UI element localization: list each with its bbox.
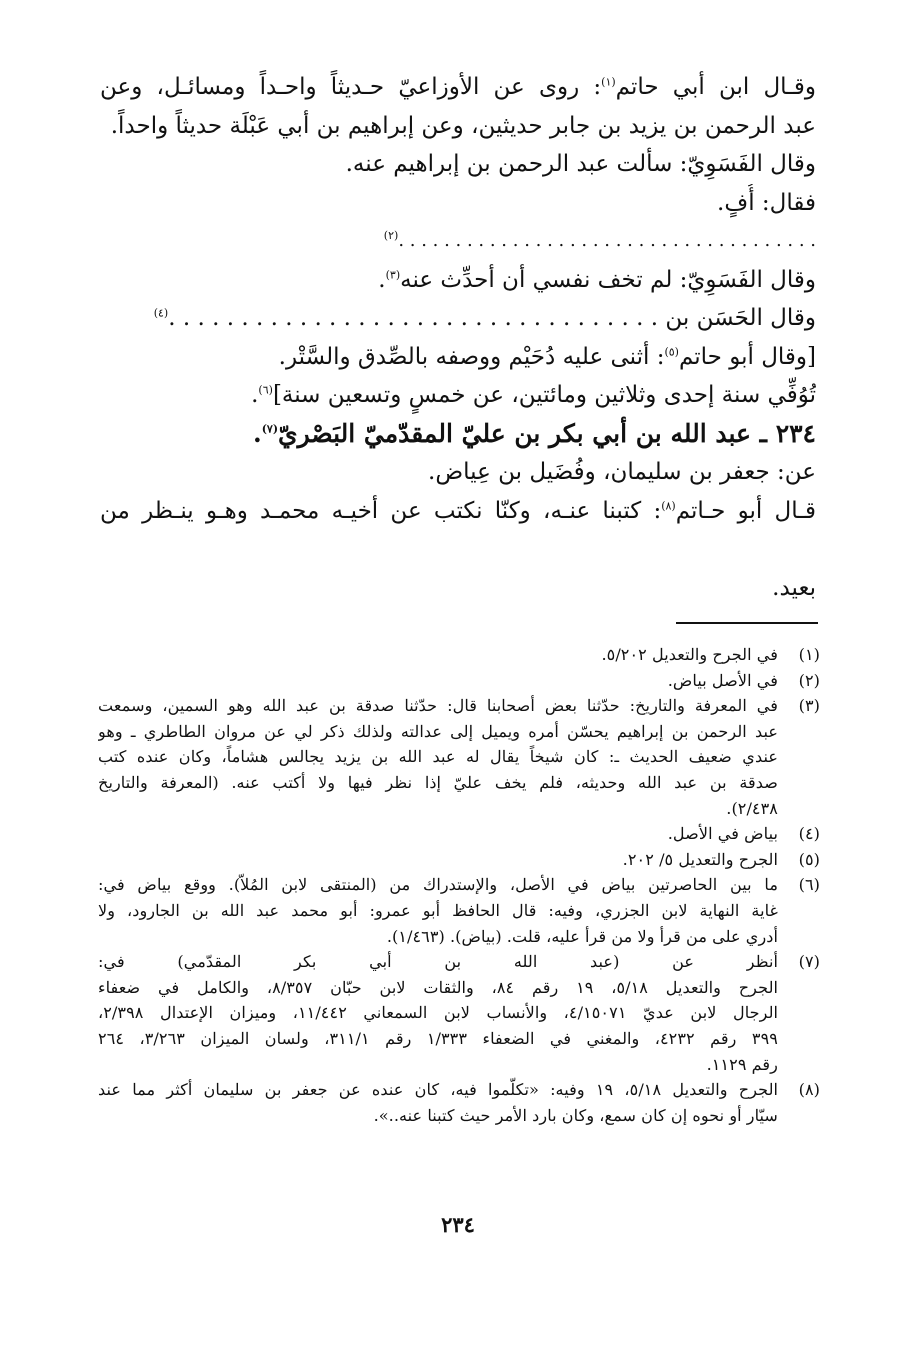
main-text (100, 68, 816, 607)
text-line (100, 107, 816, 146)
footnote (98, 847, 820, 873)
footnote-marker: (٥) (664, 344, 679, 358)
page-number: ٢٣٤ (441, 1212, 475, 1237)
footnote-line: سيّار أو نحوه إن كان سمع، وكان بارد الأمر حيث كتبنا عنه..». (373, 1105, 778, 1125)
footnote-body (98, 847, 778, 873)
footnote-line: الجرح والتعديل ٥/ ٢٠٢. (622, 849, 778, 869)
footnote-line: بياض في الأصل. (667, 824, 778, 844)
line-text: وقال الحَسَن بن . . . . . . . . . . . . . . . . . . . . . . . . . . . . . . . . . . (168, 305, 816, 331)
footnote (98, 872, 820, 949)
footnote-marker: (٧) (261, 422, 279, 436)
line-text-continued: . (251, 382, 259, 408)
footnote-number: (٢) (798, 670, 820, 690)
footnote-body (98, 821, 778, 847)
footnote-line: ما بين الحاصرتين بياض في الأصل، والإستدراك من (المنتقى لابن المُلاّ). ووقع بياض في: (98, 875, 778, 895)
footnote-marker: (٤) (153, 306, 169, 320)
line-text: وقال الفَسَوِيّ: لم تخف نفسي أن أحدِّث عنه (400, 266, 816, 293)
footnote (98, 642, 820, 668)
text-line (100, 530, 816, 569)
footnote-marker: (١) (601, 75, 616, 89)
line-text: تُوُفِّي سنة إحدى وثلاثين ومائتين، عن خمسٍ وتسعين سنة] (272, 382, 816, 408)
text-line (100, 145, 816, 184)
text-line (100, 569, 816, 608)
footnote-line: رقم ١١٢٩. (706, 1054, 778, 1074)
footnote-number: (٤) (798, 824, 820, 844)
footnote (98, 668, 820, 694)
footnote-body (98, 872, 778, 949)
footnote (98, 821, 820, 847)
line-text-continued: : أثنى عليه دُحَيْم ووصفه بالصِّدق والسَّتْر. (278, 343, 665, 370)
footnote-marker: (٣) (385, 267, 401, 281)
text-line (100, 492, 816, 531)
footnote-body (98, 693, 778, 821)
footnote-number: (١) (798, 645, 820, 664)
footnote (98, 1077, 820, 1128)
footnote-body (98, 949, 778, 1077)
line-text-continued: . (378, 266, 386, 293)
footnote-line: الرجال لابن عديّ ٤/١٥٠٧١، والأنساب لابن السمعاني ١١/٤٤٢، وميزان الإعتدال ٢/٣٩٨، (98, 1003, 778, 1023)
footnote-line: ٢/٤٣٨). (726, 798, 778, 818)
footnote (98, 949, 820, 1077)
line-text: وقـال ابن أبي حاتم (615, 74, 816, 100)
footnotes (98, 642, 820, 1128)
footnote-line: أدري على من قرأ ولا من قرأ عليه، قلت. (بياض). (١/٤٦٣). (386, 926, 778, 946)
line-text-continued: : كتبنا عنـه، وكنّا نكتب عن أخيـه محمـد وهـو ينـظر من (100, 497, 662, 524)
footnote-line: عندي ضعيف الحديث ـ: كان شيخاً يقال له عبد الله بن يزيد يجالس هشاماً، وكان عنده كتب (98, 747, 778, 767)
text-line (100, 376, 816, 415)
footnote-line: عبد الرحمن بن إبراهيم يحسّن أمره ويميل إلى عدالته ولذلك ذكر لي عن مروان الطاطري ـ وهو (98, 721, 778, 741)
footnote-line: الجرح والتعديل ٥/١٨، ١٩ وفيه: «تكلّموا فيه، كان عنده عن جعفر بن سليمان أكثر مما عند (98, 1080, 778, 1100)
text-line (100, 68, 816, 107)
text-line (100, 222, 816, 261)
footnote-line: في المعرفة والتاريخ: حدّثنا بعض أصحابنا قال: حدّثنا صدقة بن عبد الله وهو السمين، وسمعت (98, 696, 778, 716)
footnote-body (98, 1077, 778, 1128)
footnote-line: الجرح والتعديل ٥/١٨، ١٩ رقم ٨٤، والثقات لابن حبّان ٨/٣٥٧، والكامل في ضعفاء (98, 977, 778, 997)
footnote (98, 693, 820, 821)
footnote-line: أنظر عن (عبد الله بن أبي بكر المقدّمي) في: (98, 952, 778, 972)
footnote-line: غاية النهاية لابن الجزري، وفيه: قال الحافظ أبو عمرو: أبو محمد عبد الله بن الجارود، ولا (98, 900, 778, 920)
footnote-number: (٦) (798, 875, 820, 895)
line-text: قـال أبو حـاتم (675, 497, 816, 524)
footnote-marker: (٨) (661, 498, 676, 512)
footnote-marker: (٢) (383, 229, 399, 242)
line-text: ٢٣٤ ـ عبد الله بن أبي بكر بن عليّ المقدّميّ البَصْريّ (278, 418, 816, 448)
text-line (100, 338, 816, 377)
footnote-line: صدقة بن عبد الله وحديثه، فلم يخف عليّ إذا نظر فيها ولا أكتب عنه. (المعرفة والتاريخ (98, 772, 778, 792)
footnote-number: (٥) (798, 849, 820, 869)
footnote-line: ٣٩٩ رقم ٤٢٣٢، والمغني في الضعفاء ١/٣٣٣ رقم ٣١١/١، ولسان الميزان ٣/٢٦٣، ٢٦٤ (98, 1028, 778, 1048)
footnote-line: في الأصل بياض. (667, 670, 778, 690)
line-text: [وقال أبو حاتم (678, 343, 816, 370)
text-line (100, 299, 816, 338)
footnote-body (98, 642, 778, 668)
line-text: وقال الفَسَوِيّ: سألت عبد الرحمن بن إبراهيم عنه. (345, 151, 816, 177)
text-line (100, 453, 816, 492)
line-text-continued: : روى عن الأوزاعيّ حـديثاً واحـداً ومسائـل، وعن (100, 74, 602, 100)
footnote-number: (٨) (798, 1080, 820, 1100)
line-text: فقال: أُفٍ. (717, 189, 816, 216)
line-text: . . . . . . . . . . . . . . . . . . . . . . . . . . . . . . . . . . . . . (398, 230, 816, 251)
line-text: عن: جعفر بن سليمان، وفُضَيل بن عِياض. (428, 459, 816, 485)
footnote-number: (٣) (798, 696, 820, 716)
line-text: بعيد. (772, 574, 816, 601)
footnote-number: (٧) (798, 952, 820, 972)
text-line (100, 415, 816, 454)
footnote-line: في الجرح والتعديل ٥/٢٠٢. (601, 645, 778, 664)
footnote-body (98, 668, 778, 694)
text-line (100, 261, 816, 300)
line-text: عبد الرحمن بن يزيد بن جابر حديثين، وعن إبراهيم بن أبي عَبْلَة حديثاً واحداً. (110, 112, 816, 139)
text-line (100, 184, 816, 223)
footnote-separator (676, 622, 818, 624)
footnote-marker: (٦) (258, 383, 273, 397)
line-text-continued: . (252, 418, 262, 448)
